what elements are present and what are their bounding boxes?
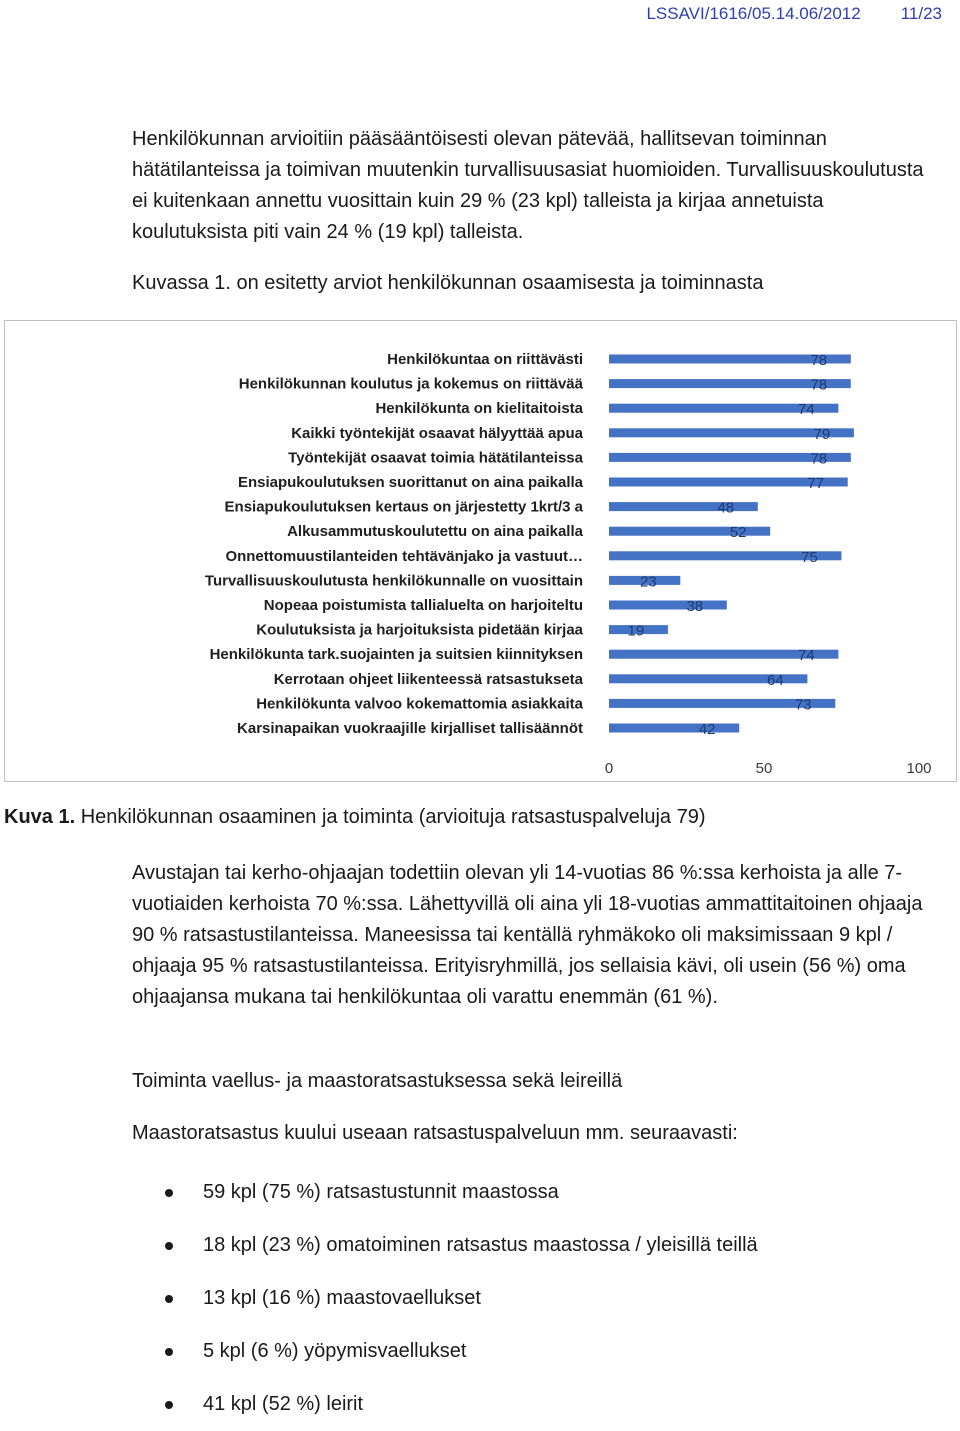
list-lead: Maastoratsastus kuului useaan ratsastuspalveluun mm. seuraavasti: — [132, 1122, 738, 1144]
bullet-icon — [165, 1242, 173, 1250]
bullet-icon — [165, 1189, 173, 1197]
chart-value-label: 73 — [794, 696, 812, 714]
chart-value-label: 75 — [801, 548, 818, 566]
bullet-list — [165, 1166, 758, 1431]
chart-category-label: Nopeaa poistumista tallialuelta on harjoiteltu — [263, 597, 583, 614]
chart-value-label: 38 — [686, 598, 704, 615]
chart-category-label: Henkilökunta valvoo kokemattomia asiakkaita — [256, 695, 583, 713]
chart-category-label: Ensiapukoulutuksen suorittanut on aina paikalla — [237, 474, 583, 491]
chart-tick-label: 50 — [755, 760, 773, 777]
document-reference: LSSAVI/1616/05.14.06/2012 — [646, 4, 861, 23]
chart-value-label: 74 — [798, 647, 815, 665]
caption-label: Kuva 1. — [4, 806, 76, 828]
page-number: 11/23 — [900, 4, 942, 23]
list-item: 5 kpl (6 %) yöpymisvaellukset — [165, 1325, 758, 1378]
chart-tick-label: 0 — [604, 760, 614, 777]
list-item: 18 kpl (23 %) omatoiminen ratsastus maastossa / yleisillä teillä — [165, 1219, 758, 1272]
chart-value-label: 78 — [810, 376, 828, 394]
chart-category-label: Koulutuksista ja harjoituksista pidetään kirjaa — [256, 621, 583, 639]
bar-chart-svg — [5, 321, 958, 783]
bullet-icon — [165, 1348, 173, 1356]
list-item: 59 kpl (75 %) ratsastustunnit maastossa — [165, 1166, 758, 1219]
chart-value-label: 52 — [729, 524, 747, 542]
list-item: 13 kpl (16 %) maastovaellukset — [165, 1272, 758, 1325]
intro-paragraph: Henkilökunnan arvioitiin pääsääntöisesti olevan pätevää, hallitsevan toiminnan hätätilanteissa ja toimivan muutenkin turvallisuusasiat huomioiden. Turvallisuuskoulutusta ei kuitenkaan annettu vuosittain kuin 29 % (23 kpl) talleista ja kirjaa annetuista koulutuksista piti vain 24 % (19 kpl) talleista. — [132, 128, 924, 243]
chart-category-label: Kaikki työntekijät osaavat hälyyttää apua — [291, 424, 583, 442]
chart-value-label: 64 — [767, 671, 784, 689]
list-item: 41 kpl (52 %) leirit — [165, 1378, 758, 1431]
chart-category-label: Työntekijät osaavat toimia hätätilanteissa — [288, 449, 583, 467]
bullet-icon — [165, 1401, 173, 1409]
chart-value-label: 23 — [639, 573, 657, 591]
chart-value-label: 78 — [810, 352, 828, 369]
figure-reference: Kuvassa 1. on esitetty arviot henkilökunnan osaamisesta ja toiminnasta — [132, 272, 764, 294]
chart-value-label: 78 — [810, 450, 828, 468]
figure-caption — [4, 806, 706, 829]
chart-category-label: Kerrotaan ohjeet liikenteessä ratsastukseta — [273, 670, 583, 688]
chart-tick-label: 100 — [906, 760, 932, 777]
bullet-icon — [165, 1295, 173, 1303]
chart-category-label: Henkilökunnan koulutus ja kokemus on riittävää — [238, 375, 583, 393]
bar-chart — [4, 320, 957, 782]
chart-value-label: 42 — [698, 721, 716, 738]
chart-value-label: 79 — [813, 425, 831, 443]
chart-value-label: 77 — [807, 475, 825, 492]
chart-bar — [609, 601, 727, 610]
chart-value-label: 19 — [627, 622, 645, 640]
caption-text: Henkilökunnan osaaminen ja toiminta (arvioituja ratsastuspalveluja 79) — [80, 806, 706, 828]
section-heading: Toiminta vaellus- ja maastoratsastuksessa sekä leireillä — [132, 1070, 623, 1092]
page-header — [646, 4, 942, 24]
chart-category-label: Henkilökuntaa on riittävästi — [387, 351, 583, 368]
chart-category-label: Turvallisuuskoulutusta henkilökunnalle on vuosittain — [204, 572, 583, 590]
chart-category-label: Onnettomuustilanteiden tehtävänjako ja vastuut… — [225, 547, 583, 565]
body-paragraph: Avustajan tai kerho-ohjaajan todettiin olevan yli 14-vuotias 86 %:ssa kerhoista ja alle 7-vuotiaiden kerhoista 70 %:ssa. Lähettyvillä oli aina yli 18-vuotias ammattitaitoinen ohjaaja 90 % ratsastustilanteissa. Maneesissa tai kentällä ryhmäkoko oli maksimissaan 9 kpl / ohjaaja 95 % ratsastustilanteissa. Erityisryhmillä, jos sellaisia kävi, oli usein (56 %) oma ohjaajansa mukana tai henkilökuntaa oli varattu enemmän (61 %). — [132, 862, 923, 1008]
chart-value-label: 74 — [798, 401, 815, 419]
chart-category-label: Alkusammutuskoulutettu on aina paikalla — [287, 523, 583, 541]
chart-category-label: Henkilökunta on kielitaitoista — [375, 400, 583, 418]
chart-category-label: Ensiapukoulutuksen kertaus on järjestetty 1krt/3 a — [224, 498, 583, 516]
chart-category-label: Henkilökunta tark.suojainten ja suitsien kiinnityksen — [209, 646, 583, 664]
chart-bar — [609, 502, 758, 511]
chart-value-label: 48 — [717, 499, 735, 517]
chart-category-label: Karsinapaikan vuokraajille kirjalliset tallisäännöt — [237, 720, 583, 737]
chart-bar — [609, 724, 739, 733]
